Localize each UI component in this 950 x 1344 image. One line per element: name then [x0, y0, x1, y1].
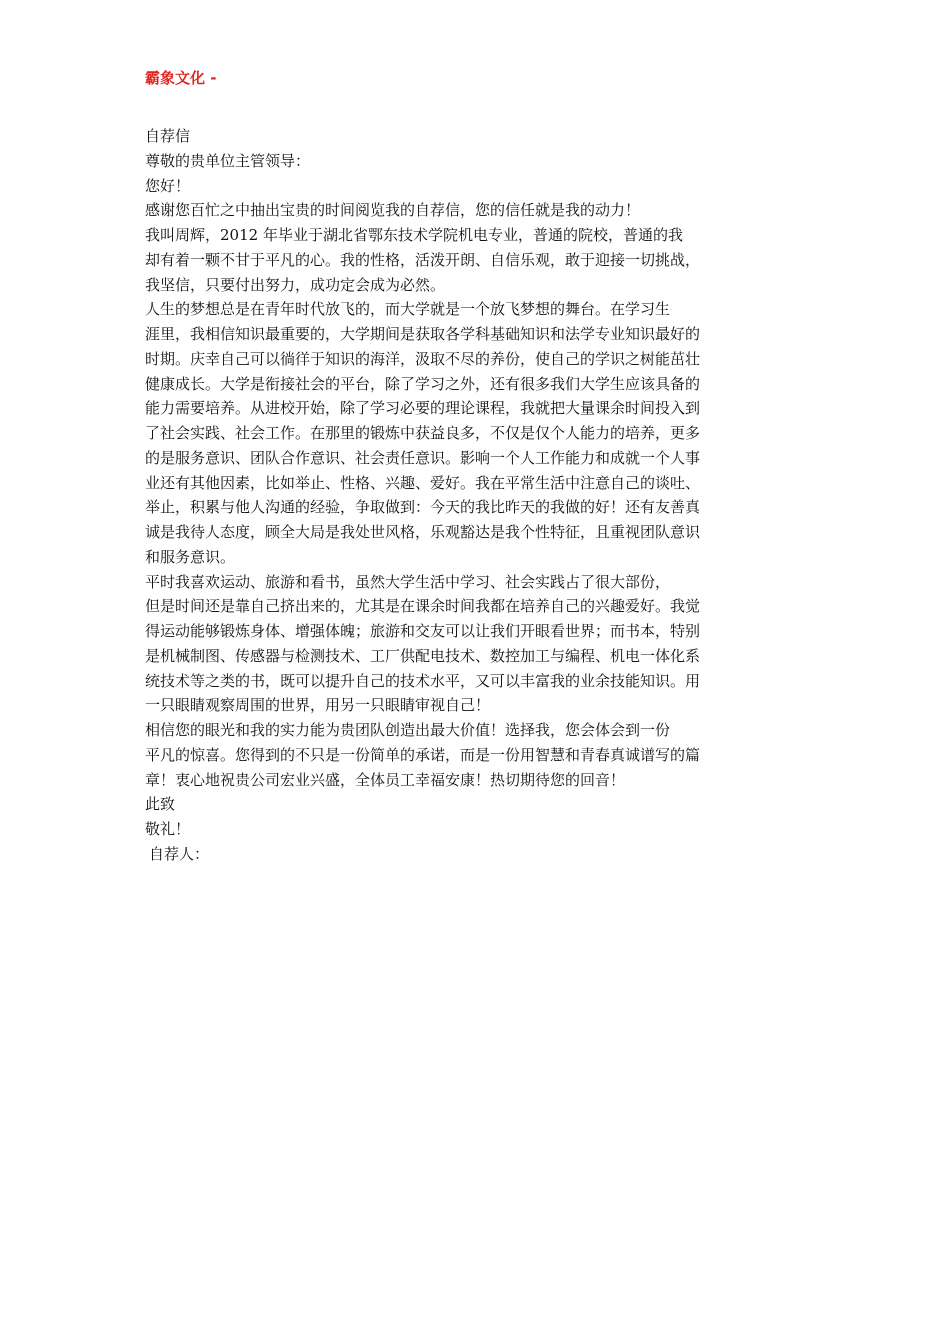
closing-salute: 敬礼！: [145, 820, 191, 838]
text-line: 得运动能够锻炼身体、增强体魄；旅游和交友可以让我们开眼看世界；而书本，特别: [145, 622, 701, 640]
letter-title: 自荐信: [145, 127, 191, 145]
brand-header: 霸象文化 -: [145, 69, 217, 87]
greeting: 您好！: [145, 176, 191, 195]
text-line: 了社会实践、社会工作。在那里的锻炼中获益良多，不仅是仅个人能力的培养，更多: [145, 424, 701, 442]
text-line: 我叫周辉，2012 年毕业于湖北省鄂东技术学院机电专业，普通的院校，普通的我: [145, 226, 683, 244]
text-line: 举止，积累与他人沟通的经验，争取做到：今天的我比昨天的我做的好！还有友善真: [145, 498, 701, 517]
letter-body: [145, 124, 770, 867]
text-line: 和服务意识。: [145, 547, 236, 566]
text-line: 能力需要培养。从进校开始，除了学习必要的理论课程，我就把大量课余时间投入到: [145, 399, 701, 418]
text-line: 业还有其他因素，比如举止、性格、兴趣、爱好。我在平常生活中注意自己的谈吐、: [145, 473, 701, 492]
text-line: 统技术等之类的书，既可以提升自己的技术水平，又可以丰富我的业余技能知识。用: [145, 671, 701, 690]
text-line: 平时我喜欢运动、旅游和看书，虽然大学生活中学习、社会实践占了很大部份，: [145, 572, 671, 591]
text-line: 平凡的惊喜。您得到的不只是一份简单的承诺，而是一份用智慧和青春真诚谱写的篇: [145, 745, 701, 764]
salutation: 尊敬的贵单位主管领导：: [145, 151, 311, 170]
text-line: 却有着一颗不甘于平凡的心。我的性格，活泼开朗、自信乐观，敢于迎接一切挑战，: [145, 250, 701, 269]
text-line: 我坚信，只要付出努力，成功定会成为必然。: [145, 275, 446, 294]
text-line: 是机械制图、传感器与检测技术、工厂供配电技术、数控加工与编程、机电一体化系: [145, 646, 701, 665]
text-line: 健康成长。大学是衔接社会的平台，除了学习之外，还有很多我们大学生应该具备的: [145, 374, 701, 393]
closing-phrase: 此致: [145, 795, 176, 814]
text-line: 章！衷心地祝贵公司宏业兴盛，全体员工幸福安康！热切期待您的回音！: [145, 770, 626, 789]
signature-label: 自荐人：: [149, 844, 210, 863]
text-line: 的是服务意识、团队合作意识、社会责任意识。影响一个人工作能力和成就一个人事: [145, 448, 701, 467]
text-line: 时期。庆幸自己可以徜徉于知识的海洋，汲取不尽的养份，使自己的学识之树能茁壮: [145, 349, 701, 368]
text-line: 感谢您百忙之中抽出宝贵的时间阅览我的自荐信，您的信任就是我的动力！: [145, 201, 641, 220]
text-line: 诚是我待人态度，顾全大局是我处世风格，乐观豁达是我个性特征，且重视团队意识: [145, 523, 701, 541]
text-line: 相信您的眼光和我的实力能为贵团队创造出最大价值！选择我，您会体会到一份: [145, 721, 671, 739]
text-line: 一只眼睛观察周围的世界，用另一只眼睛审视自己！: [145, 696, 491, 715]
text-line: 但是时间还是靠自己挤出来的，尤其是在课余时间我都在培养自己的兴趣爱好。我觉: [145, 597, 701, 616]
text-line: 涯里，我相信知识最重要的，大学期间是获取各学科基础知识和法学专业知识最好的: [145, 325, 701, 343]
text-line: 人生的梦想总是在青年时代放飞的，而大学就是一个放飞梦想的舞台。在学习生: [145, 300, 671, 319]
